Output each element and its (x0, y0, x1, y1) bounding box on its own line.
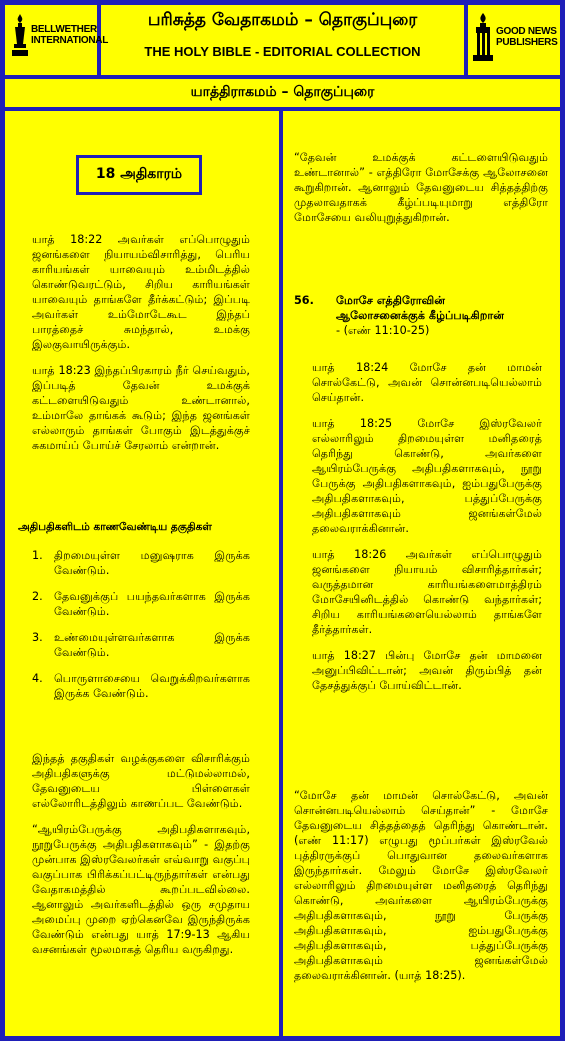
logo-right-line-2: PUBLISHERS (496, 37, 558, 48)
title-english: THE HOLY BIBLE - EDITORIAL COLLECTION (144, 44, 421, 59)
torch-tower-icon (472, 12, 494, 62)
list-item (32, 589, 250, 619)
list-text: திறமையுள்ள மனுஷராக இருக்க வேண்டும். (54, 549, 250, 577)
verse-paragraph: யாத் 18:25 மோசே இஸ்ரவேலர் எல்லாரிலும் திறமையுள்ள மனிதரைத் தெரிந்து கொண்டு, அவர்களை ஆயிரம்பேருக்கு அதிபதிகளாகவும், நூறு பேருக்கு அதிபதிகளாகவும், ஐம்பதுபேருக்கு அதிபதிகளாகவும், பத்துப்பேருக்கு அதிபதிகளாகவும் ஜனங்கள்மேல் தலைவராக்கினான். (312, 417, 542, 535)
left-commentary (32, 751, 250, 968)
commentary-paragraph: இந்தத் தகுதிகள் வழக்குகளை விசாரிக்கும் அதிபதிகளுக்கு மட்டுமல்லாமல், தேவனுடைய பிள்ளைகள் எல்லோரிடத்திலும் காணப்பட வேண்டும். (32, 752, 250, 810)
list-item (32, 630, 250, 660)
list-text: தேவனுக்குப் பயந்தவர்களாக இருக்க வேண்டும். (54, 590, 250, 618)
lamp-icon (12, 12, 28, 58)
commentary-paragraph: “தேவன் உமக்குக் கட்டளையிடுவதும் உண்டானால்” - எத்திரோ மோசேக்கு ஆலோசனை கூறுகிறான். ஆனாலும் தேவனுடைய சித்தத்திற்கு முதலாவதாகக் கீழ்ப்படியுமாறு எத்திரோ மோசேயை வலியுறுத்துகிறான். (294, 151, 548, 224)
list-number: 4. (32, 672, 43, 685)
qualifications-heading: அதிபதிகளிடம் காணவேண்டிய தகுதிகள் (18, 521, 212, 533)
verse-paragraph: யாத் 18:22 அவர்கள் எப்பொழுதும் ஜனங்களை நியாயம்விசாரித்து, பெரிய காரியங்கள் யாவையும் உம்மிடத்தில் கொண்டுவரட்டும், சிறிய காரியங்கள் யாவையும் தாங்களே தீர்க்கட்டும்; இப்படி அவர்கள் உம்மோடேகூட இந்தப் பாரத்தைச் சுமந்தால், உமக்கு இலகுவாயிருக்கும். (32, 233, 250, 351)
commentary-paragraph: “ஆயிரம்பேருக்கு அதிபதிகளாகவும், நூறுபேருக்கு அதிபதிகளாகவும்” - இதற்கு முன்பாக இஸ்ரவேலர்கள் எவ்வாறு வகுப்பு வகுப்பாக பிரிக்கப்பட்டிருந்தார்கள் என்பது வேதாகமத்தில் கூறப்படவில்லை. ஆனாலும் அவர்களிடத்தில் ஒரு சமுதாய அமைப்பு முறை ஏற்கெனவே இருந்திருக்க வேண்டும் என்பது யாத் 17:9-13 ஆகிய வசனங்கள் மூலமாகத் தெரிய வருகிறது. (32, 823, 250, 956)
list-number: 1. (32, 549, 43, 562)
section-heading (294, 293, 548, 338)
list-text: உண்மையுள்ளவர்களாக இருக்க வேண்டும். (54, 631, 250, 659)
section-title-line-1: மோசே எத்திரோவின் (336, 294, 446, 307)
verse-paragraph: யாத் 18:26 அவர்கள் எப்பொழுதும் ஜனங்களை நியாயம் விசாரித்தார்கள்; வருத்தமான காரியங்களைமாத்திரம் மோசேயினிடத்தில் கொண்டு வந்தார்கள்; சிறிய காரியங்களையெல்லாம் தாங்களே தீர்த்தார்கள். (312, 548, 542, 636)
list-number: 2. (32, 590, 43, 603)
right-commentary-bottom (294, 788, 548, 994)
verse-paragraph: யாத் 18:23 இந்தப்பிரகாரம் நீர் செய்வதும், இப்படித் தேவன் உமக்குக் கட்டளையிடுவதும் உண்டானால், உம்மாலே தாங்கக் கூடும்; இந்த ஜனங்கள் எல்லாரும் தாங்கள் போகும் இடத்துக்குச் சுகமாய்ப் போய்ச் சேரலாம் என்றான். (32, 364, 250, 452)
section-title-line-2: ஆலோசனைக்குக் கீழ்ப்படிகிறான் (336, 309, 505, 322)
left-verses (32, 232, 250, 464)
chapter-label: 18 அதிகாரம் (95, 166, 183, 182)
section-number: 56. (294, 294, 314, 307)
list-text: பொருளாசையை வெறுக்கிறவர்களாக இருக்க வேண்டும். (54, 672, 250, 700)
commentary-paragraph: “மோசே தன் மாமன் சொல்கேட்டு, அவன் சொன்னபடியெல்லாம் செய்தான்” - மோசே தேவனுடைய சித்தத்தைத் தெரிந்து கொண்டான். (எண் 11:17) எழுபது மூப்பர்கள் இஸ்ரவேல் புத்திரருக்குப் பொதுவான தலைவர்களாக இருந்தார்கள். மேலும் மோசே இஸ்ரவேலர் எல்லாரிலும் திறமையுள்ள மனிதரைத் தெரிந்து கொண்டு, அவர்களை ஆயிரம்பேருக்கு அதிபதிகளாகவும், நூறு பேருக்கு அதிபதிகளாகவும், ஐம்பதுபேருக்கு அதிபதிகளாகவும், பத்துப்பேருக்கு அதிபதிகளாகவும் ஜனங்கள்மேல் தலைவராக்கினான். (யாத் 18:25). (294, 789, 548, 982)
title-tamil: பரிசுத்த வேதாகமம் – தொகுப்புரை (147, 10, 418, 30)
logo-left-line-1: BELLWETHER (31, 24, 97, 35)
verse-paragraph: யாத் 18:24 மோசே தன் மாமன் சொல்கேட்டு, அவன் சொன்னபடியெல்லாம் செய்தான். (312, 361, 542, 404)
list-item (32, 548, 250, 578)
logo-right-line-1: GOOD NEWS (496, 26, 557, 37)
good-news-publishers-logo (472, 12, 557, 62)
right-commentary-top (294, 150, 548, 236)
qualifications-list (32, 548, 250, 712)
list-number: 3. (32, 631, 43, 644)
chapter-label-box (76, 155, 202, 195)
list-item (32, 671, 250, 701)
bellwether-logo (12, 12, 108, 58)
book-subtitle: யாத்திராகமம் – தொகுப்புரை (190, 84, 375, 100)
right-verses (312, 360, 542, 704)
logo-left-line-2: INTERNATIONAL (31, 35, 109, 46)
section-reference: - (எண் 11:10-25) (336, 324, 430, 337)
verse-paragraph: யாத் 18:27 பின்பு மோசே தன் மாமனை அனுப்பிவிட்டான்; அவன் திரும்பித் தன் தேசத்துக்குப் போய்விட்டான். (312, 649, 542, 692)
